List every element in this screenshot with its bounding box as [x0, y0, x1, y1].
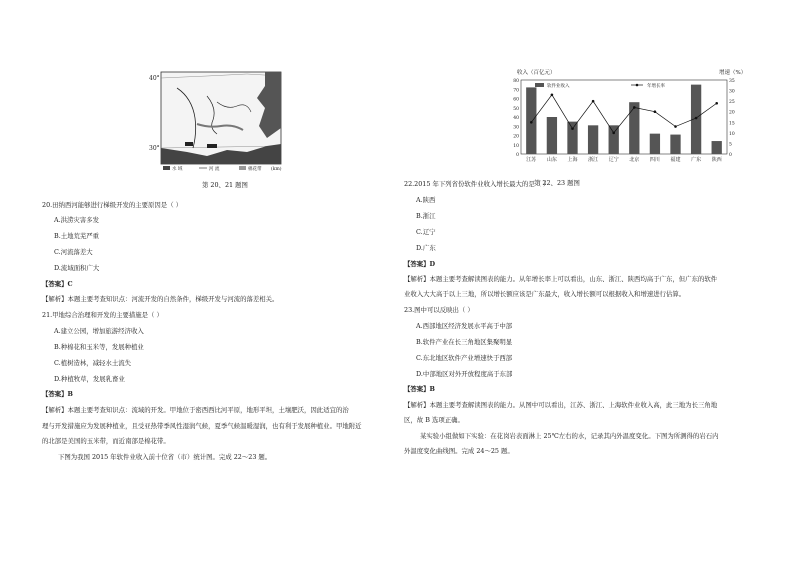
- x-tick-label: 上海: [567, 157, 578, 163]
- legend-bar-label: 软件业收入: [547, 84, 570, 89]
- growth-point-山东: [551, 94, 554, 97]
- y-tick-label: 50: [513, 106, 519, 112]
- x-tick-label: 浙江: [588, 157, 599, 163]
- q22-answer: 【答案】D: [404, 260, 436, 268]
- y2-tick-label: 30: [729, 89, 735, 95]
- q21-stem: 21.甲地综合治理和开发的主要措施是（ ）: [42, 311, 163, 319]
- x-tick-label: 北京: [629, 157, 640, 163]
- intro-24-25-line: 外温度变化曲线图。完成 24～25 题。: [404, 447, 514, 455]
- software-revenue-chart: [499, 66, 754, 176]
- x-tick-label: 江苏: [526, 157, 537, 163]
- legend-cotton: 棉花带: [248, 167, 262, 172]
- map-caption: 第 20、21 题图: [202, 181, 248, 189]
- q23-answer: 【答案】B: [404, 385, 435, 393]
- q22-option-a: A.陕西: [416, 196, 436, 204]
- legend-line-marker: [636, 84, 639, 87]
- y2-tick-label: 35: [729, 79, 735, 84]
- q20-answer: 【答案】C: [42, 280, 73, 288]
- q20-option-d: D.流域面积广大: [54, 264, 100, 272]
- legend-cotton-swatch: [239, 166, 246, 170]
- y2-tick-label: 25: [729, 100, 735, 106]
- lat-bottom-label: 30°: [149, 145, 160, 152]
- chart-caption: 第 22、23 题图: [534, 179, 580, 187]
- y-tick-label: 60: [513, 97, 519, 103]
- intro-24-25-line: 某实验小组做如下实验：在花岗岩表面淋上 25℃左右的水，记录其内外温度变化。下图为所测得的岩石内: [420, 432, 719, 440]
- q22-option-d: D.广东: [416, 244, 436, 252]
- x-tick-label: 福建: [670, 157, 681, 163]
- y2-tick-label: 10: [729, 131, 735, 137]
- tennessee-river-map: [147, 68, 295, 176]
- growth-point-上海: [571, 127, 574, 130]
- bar-陕西: [712, 141, 722, 154]
- growth-point-辽宁: [612, 132, 615, 135]
- y-tick-label: 40: [513, 116, 519, 121]
- growth-point-福建: [674, 125, 677, 128]
- x-tick-label: 山东: [546, 157, 557, 163]
- q20-option-b: B.土地荒芜严重: [54, 232, 100, 240]
- q22-stem: 22.2015 年下列省份软件业收入增长最大的是（ ）: [404, 180, 550, 188]
- y-axis-title: 收入（百亿元）: [517, 70, 556, 76]
- q23-option-a: A.西部地区经济发展水平高于中部: [416, 322, 513, 330]
- bar-山东: [547, 117, 557, 154]
- q23-option-c: C.东北地区软件产业增速快于西部: [416, 354, 513, 362]
- area-marker: [207, 144, 217, 148]
- growth-point-北京: [633, 106, 636, 109]
- bar-上海: [567, 122, 577, 154]
- growth-rate-line: [531, 95, 716, 133]
- q23-stem: 23.图中可以反映出（ ）: [404, 306, 474, 314]
- q21-option-c: C.植树造林，减轻水土流失: [54, 359, 131, 367]
- q21-option-d: D.种植牧草，发展乳畜业: [54, 375, 125, 383]
- x-tick-label: 广东: [691, 157, 702, 163]
- bar-四川: [650, 134, 660, 154]
- q23-analysis-line: 【解析】本题主要考查解读图表的能力。从图中可以看出，江苏、浙江、上海软件业收入高，此三地为长三角地: [404, 401, 718, 409]
- q21-option-b: B.种棉花和玉米等，发展种植业: [54, 343, 144, 351]
- q20-stem: 20.田纳西河能够进行梯级开发的主要原因是（ ）: [42, 201, 183, 209]
- q20-option-a: A.洪涝灾害多发: [54, 216, 99, 224]
- q21-option-a: A.建立公园，增加旅游经济收入: [54, 327, 144, 335]
- legend-line-label: 年增长率: [647, 84, 665, 89]
- y-tick-label: 0: [516, 153, 519, 158]
- growth-point-陕西: [715, 102, 718, 105]
- legend-water: 水 域: [172, 167, 183, 172]
- y-tick-label: 20: [513, 134, 519, 140]
- y2-tick-label: 20: [729, 110, 735, 116]
- q20-analysis: 【解析】本题主要考查知识点：河流开发的自然条件，梯级开发与河流的落差相关。: [42, 295, 279, 303]
- lat-top-label: 40°: [149, 75, 160, 82]
- x-tick-label: 陕西: [711, 157, 722, 163]
- y-tick-label: 80: [513, 79, 519, 84]
- intro-22-23: 下图为我国 2015 年软件业收入前十位省（市）统计图。完成 22～23 题。: [58, 453, 272, 461]
- legend-river: 河 流: [209, 167, 220, 172]
- q21-answer: 【答案】B: [42, 390, 73, 398]
- q21-analysis-line: 【解析】本题主要考查知识点：流域的开发。甲地位于密西西比河平原，地形平坦，土壤肥沃，因此适宜的治: [42, 406, 349, 414]
- q22-option-c: C.辽宁: [416, 228, 436, 236]
- q20-option-c: C.河流落差大: [54, 248, 93, 256]
- q23-option-b: B.软件产业在长三角地区集聚明显: [416, 338, 513, 346]
- legend-bar-swatch: [535, 83, 544, 87]
- bar-江苏: [526, 87, 536, 154]
- y2-axis-title: 增速（%）: [719, 70, 747, 76]
- y-tick-label: 10: [513, 143, 519, 149]
- area-jia: [185, 142, 193, 146]
- q22-analysis-line: 【解析】本题主要考查解读图表的能力。从年增长率上可以看出，山东、浙江、陕西均高于广东，但广东的软件: [404, 275, 718, 283]
- y2-tick-label: 0: [729, 153, 732, 158]
- q22-analysis-line: 业收入大大高于以上三地，所以增长额应该是广东最大，收入增长额可以根据收入和增速进行估算。: [404, 290, 686, 298]
- bar-福建: [670, 135, 680, 154]
- y2-tick-label: 5: [729, 142, 732, 148]
- bar-辽宁: [609, 125, 619, 154]
- bar-北京: [629, 102, 639, 154]
- bar-浙江: [588, 125, 598, 154]
- q23-option-d: D.中部地区对外开放程度高于东部: [416, 370, 513, 378]
- growth-point-江苏: [530, 121, 533, 124]
- y-tick-label: 30: [513, 125, 519, 131]
- q22-option-b: B.浙江: [416, 212, 436, 220]
- growth-point-浙江: [592, 100, 595, 103]
- scale-unit: (km): [271, 167, 282, 172]
- x-tick-label: 辽宁: [608, 157, 619, 163]
- q21-analysis-line: 理与开发措施应为发展种植业，且受亚热带季风性湿润气候，夏季气候温暖湿润，也有利于发展种植业。甲地附近: [42, 422, 362, 430]
- x-tick-label: 四川: [649, 157, 660, 163]
- legend-water-swatch: [163, 166, 170, 170]
- q21-analysis-line: 的北部是美国的玉米带，而近南部是棉花带。: [42, 437, 170, 445]
- y-tick-label: 70: [513, 88, 519, 94]
- growth-point-四川: [654, 110, 657, 113]
- q23-analysis-line: 区，故 B 选项正确。: [404, 416, 464, 424]
- y2-tick-label: 15: [729, 121, 735, 127]
- growth-point-广东: [695, 117, 698, 120]
